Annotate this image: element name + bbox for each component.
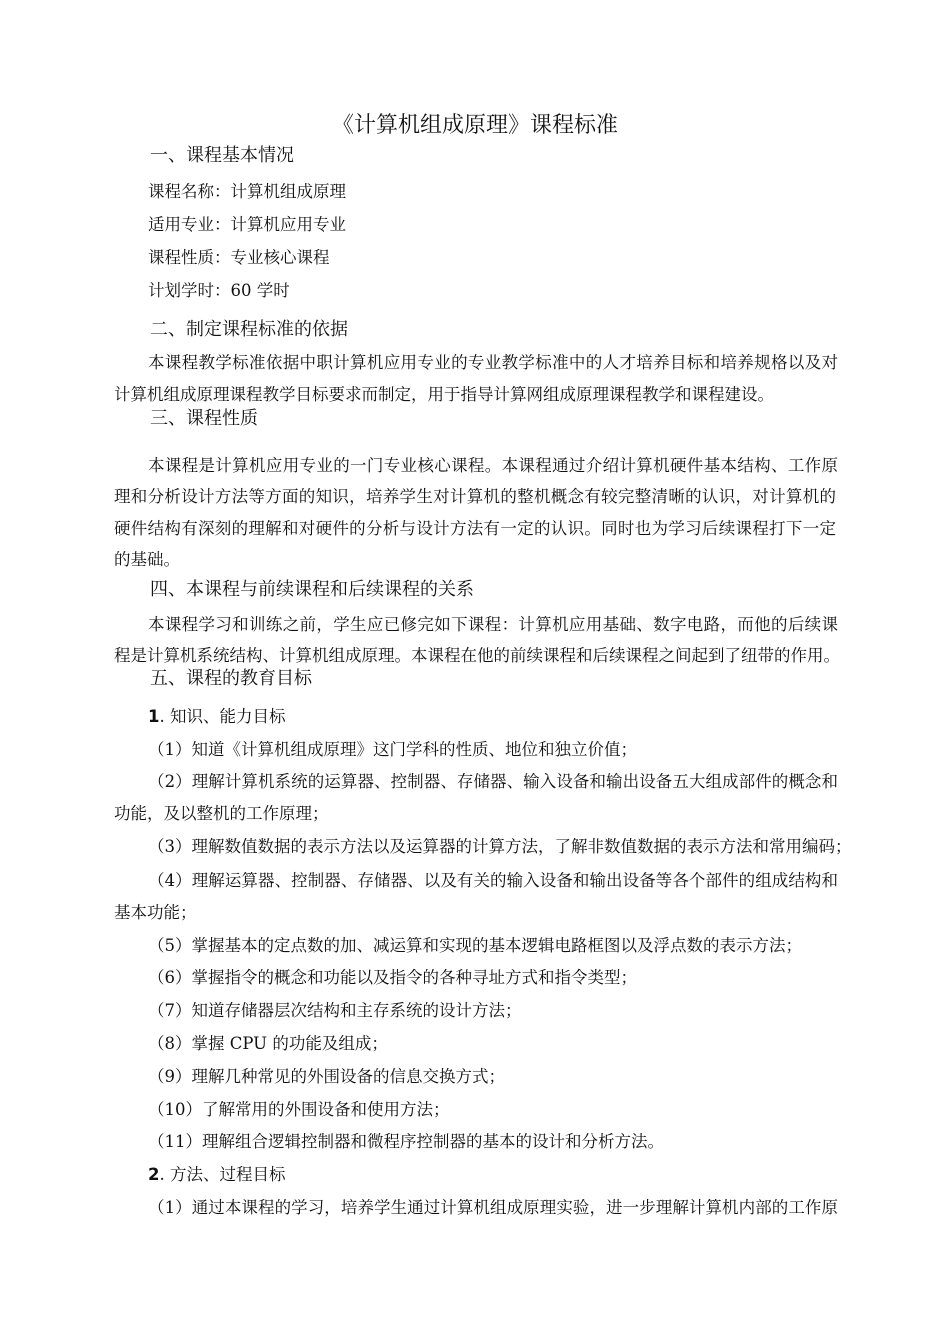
objective-item: （2）理解计算机系统的运算器、控制器、存储器、输入设备和输出设备五大组成部件的概念和 — [148, 772, 838, 791]
applicable-major: 适用专业：计算机应用专业 — [148, 215, 346, 234]
paragraph-line: 硬件结构有深刻的理解和对硬件的分析与设计方法有一定的认识。同时也为学习后续课程打下一定 — [114, 519, 836, 538]
objective-item: （8）掌握 CPU 的功能及组成； — [148, 1034, 388, 1053]
objective-item: （5）掌握基本的定点数的加、减运算和实现的基本逻辑电路框图以及浮点数的表示方法； — [148, 936, 802, 955]
course-nature: 课程性质：专业核心课程 — [148, 248, 330, 267]
objective-item: （1）通过本课程的学习，培养学生通过计算机组成原理实验，进一步理解计算机内部的工作原 — [148, 1198, 838, 1217]
paragraph-line: 的基础。 — [114, 550, 180, 569]
subheading-number: 1 — [148, 707, 160, 726]
section-3-heading: 三、课程性质 — [150, 408, 258, 429]
paragraph-line: 计算机组成原理课程教学目标要求而制定，用于指导计算网组成原理课程教学和课程建设。 — [114, 385, 774, 404]
objective-item: （6）掌握指令的概念和功能以及指令的各种寻址方式和指令类型； — [148, 968, 637, 987]
course-name: 课程名称：计算机组成原理 — [148, 182, 346, 201]
subheading-method — [148, 1164, 285, 1186]
paragraph-line: 程是计算机系统结构、计算机组成原理。本课程在他的前续课程和后续课程之间起到了纽带的作用。 — [114, 646, 840, 665]
paragraph-line: 本课程教学标准依据中职计算机应用专业的专业教学标准中的人才培养目标和培养规格以及对 — [148, 353, 838, 372]
objective-item: （10）了解常用的外围设备和使用方法； — [148, 1100, 450, 1119]
subheading-text: . 知识、能力目标 — [159, 707, 286, 726]
objective-item: （1）知道《计算机组成原理》这门学科的性质、地位和独立价值； — [148, 740, 637, 759]
subheading-knowledge — [148, 706, 285, 728]
objective-item: （11）理解组合逻辑控制器和微程序控制器的基本的设计和分析方法。 — [148, 1132, 664, 1151]
planned-hours: 计划学时：60 学时 — [148, 281, 290, 300]
document-title: 《计算机组成原理》课程标准 — [331, 113, 618, 138]
paragraph-line: 理和分析设计方法等方面的知识，培养学生对计算机的整机概念有较完整清晰的认识，对计算机的 — [114, 487, 836, 506]
objective-item: （9）理解几种常见的外围设备的信息交换方式； — [148, 1067, 505, 1086]
subheading-number: 2 — [148, 1165, 160, 1184]
section-5-heading: 五、课程的教育目标 — [150, 668, 312, 689]
section-2-heading: 二、制定课程标准的依据 — [150, 319, 348, 340]
paragraph-line: 本课程是计算机应用专业的一门专业核心课程。本课程通过介绍计算机硬件基本结构、工作原 — [148, 456, 838, 475]
subheading-text: . 方法、过程目标 — [159, 1165, 286, 1184]
objective-item: （7）知道存储器层次结构和主存系统的设计方法； — [148, 1001, 522, 1020]
section-4-heading: 四、本课程与前续课程和后续课程的关系 — [150, 579, 474, 600]
section-1-heading: 一、课程基本情况 — [150, 145, 294, 166]
paragraph-line: 本课程学习和训练之前，学生应已修完如下课程：计算机应用基础、数字电路，而他的后续课 — [148, 615, 838, 634]
objective-item-continuation: 基本功能； — [114, 903, 197, 922]
objective-item: （4）理解运算器、控制器、存储器、以及有关的输入设备和输出设备等各个部件的组成结构和 — [148, 871, 838, 890]
objective-item: （3）理解数值数据的表示方法以及运算器的计算方法，了解非数值数据的表示方法和常用编码； — [148, 837, 852, 856]
objective-item-continuation: 功能，及以整机的工作原理； — [114, 804, 329, 823]
